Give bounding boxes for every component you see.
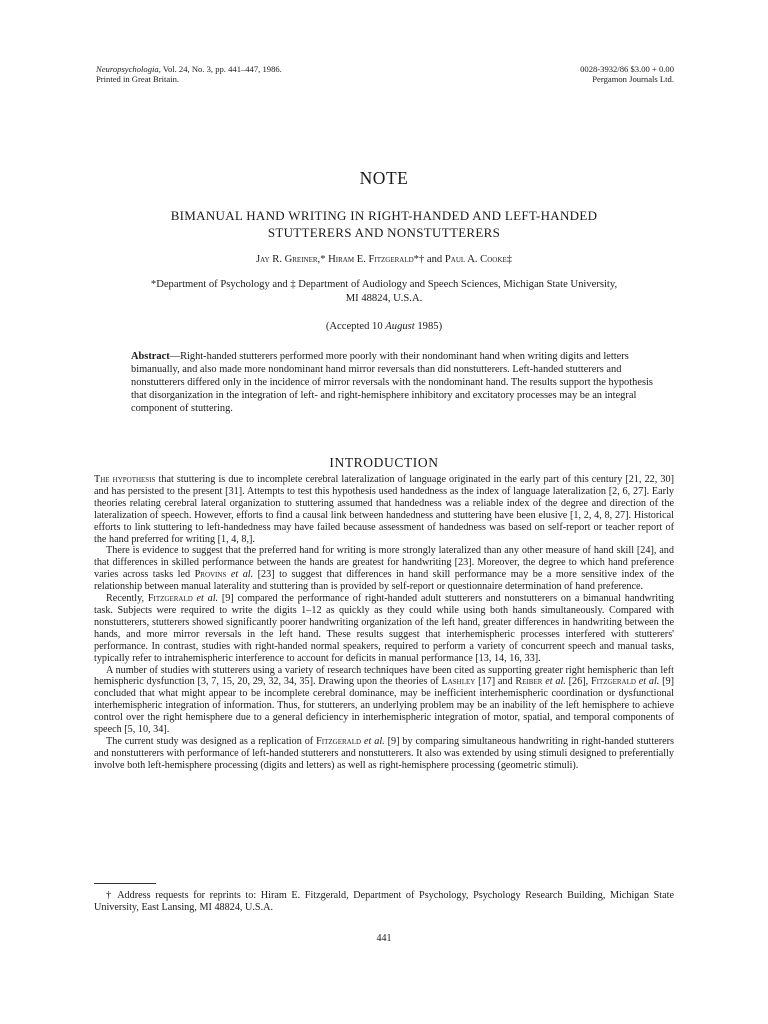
publisher-header	[580, 64, 674, 84]
accepted-date	[0, 321, 768, 332]
accepted-open: (Accepted 10	[325, 321, 386, 332]
paragraph-4-text-a: A number of studies with stutterers using a variety of research techniques have been cited as supporting greater right hemispheric than left hemispheric dysfunction [3, 7, 15, 20, 29, 32, 34, 35]. Drawing upon the theories of	[94, 664, 674, 688]
article-title	[100, 207, 668, 241]
introduction-body	[94, 474, 674, 772]
paragraph-2	[94, 545, 674, 593]
paragraph-1-text: that stuttering is due to incomplete cerebral lateralization of language originated in the early part of this century [21, 22, 30] and has persisted to the present [31]. Attempts to test this hypothesis used handedness as the index of language lateralization [2, 6, 27]. Early theories relating cerebral lateral organization to stuttering assumed that handedness was a reliable index of the degree and direction of the lateralization of speech. However, efforts to find a causal link between handedness and stuttering have been elusive [1, 2, 4, 8, 27]. Historical efforts to link stuttering to left-handedness may have failed because assessment of handedness was based on self-report or teacher report of the hand preferred for writing [1, 4, 8,].	[94, 474, 674, 545]
paragraph-2-text-a: There is evidence to suggest that the preferred hand for writing is more strongly lateralized than any other measure of hand skill [24], and that differences in skilled performance between the hands are greatest for handwriting [23]. Moreover, the degree to which hand preference varies across tasks led	[94, 545, 674, 581]
paragraph-5-text-b: [9] by comparing simultaneous handwriting in right-handed stutterers and nonstutterers with performance of left-handed stutterers and nonstutterers. It also was extended by using stimuli designed to preferentially involve both left-hemisphere processing (digits and letters) as well as right-hemisphere processing (geometric stimuli).	[94, 735, 674, 771]
paragraph-4-text-b: [17] and	[475, 676, 516, 688]
et-al: et al.	[192, 593, 219, 605]
footnote: † Address requests for reprints to: Hiram E. Fitzgerald, Department of Psychology, Psychology Research Building, Michigan State University, East Lansing, MI 48824, U.S.A.	[94, 890, 674, 914]
affiliation-line-2: MI 48824, U.S.A.	[345, 292, 423, 304]
paragraph-4-text-d: [9] concluded that what might appear to be incomplete cerebral dominance, may be inefficient interhemispheric coordination or dysfunctional interhemispheric integration of information. Thus, for stutterers, an underlying problem may be an inability of the left hemisphere to achieve control over the right hemisphere due to a general deficiency in interhemispheric integration of motor, spatial, and temporal components of speech [5, 10, 34].	[94, 676, 675, 736]
journal-citation-header	[96, 64, 282, 84]
printed-in: Printed in Great Britain.	[96, 74, 180, 84]
paragraph-3	[94, 593, 674, 664]
et-al: et al.	[361, 735, 385, 747]
abstract-label: Abstract	[131, 351, 170, 362]
title-line-1: BIMANUAL HAND WRITING IN RIGHT-HANDED AND LEFT-HANDED	[170, 208, 598, 223]
author-1: Jay R. Greiner,*	[256, 254, 326, 265]
paragraph-3-text-b: [9] compared the performance of right-handed adult stutterers and nonstutterers on a bimanual handwriting task. Subjects were required to write the digits 1–12 as quickly as they could while using both hands simultaneously. Compared with nonstutterers, stutterers showed significantly poorer handwriting organization of the left hand, greater differences in handwriting between the hands, and more mirror reversals in the left hand. These results suggest that interhemispheric processes interfered with stutterers' performance. In contrast, studies with right-handed normal speakers, required to perform a variety of concurrent speech and manual tasks, typically refer to intrahemispheric interference to account for deficits in manual performance [13, 14, 16, 33].	[94, 593, 674, 664]
citation-line	[96, 64, 282, 74]
accepted-month: August	[385, 321, 415, 332]
author-2: Hiram E. Fitzgerald*†	[328, 254, 425, 265]
paragraph-4-text-c: [26],	[565, 676, 591, 688]
citation-details: , Vol. 24, No. 3, pp. 441–447, 1986.	[158, 64, 282, 74]
paragraph-3-text-a: Recently,	[106, 593, 148, 605]
paragraph-4	[94, 665, 674, 736]
issn-code: 0028-3932/86 $3.00 + 0.00	[580, 64, 674, 74]
abstract	[131, 351, 654, 416]
title-line-2: STUTTERERS AND NONSTUTTERERS	[267, 225, 501, 240]
author-3: Paul A. Cooke‡	[444, 254, 512, 265]
et-al: et al.	[635, 676, 660, 688]
note-label: NOTE	[359, 168, 409, 188]
affiliation-line-1: *Department of Psychology and ‡ Department of Audiology and Speech Sciences, Michigan State University,	[150, 279, 618, 290]
cited-author: Fitzgerald	[147, 593, 193, 605]
cited-author: Lashley	[441, 676, 476, 688]
cited-author: Fitzgerald	[316, 735, 362, 747]
cited-author: Fitzgerald	[590, 676, 636, 688]
et-al: et al.	[542, 676, 566, 688]
cited-author: Provins	[194, 569, 227, 581]
paragraph-5	[94, 736, 674, 772]
publisher-name: Pergamon Journals Ltd.	[592, 74, 674, 84]
page-number: 441	[376, 933, 392, 944]
author-list	[80, 254, 688, 265]
section-heading-introduction: INTRODUCTION	[329, 455, 439, 470]
footnote-divider	[94, 883, 156, 884]
et-al: et al.	[226, 569, 254, 581]
affiliation	[90, 278, 678, 305]
author-conjunction: and	[426, 254, 443, 265]
paragraph-lead: The hypothesis	[94, 474, 156, 485]
accepted-year: 1985)	[414, 321, 443, 332]
abstract-text: —Right-handed stutterers performed more poorly with their nondominant hand when writing digits and letters bimanually, and also made more nondominant hand mirror reversals than did nonstutterers. Left-handed stutterers and nonstutterers differed only in the incidence of mirror reversals with the nondominant hand. The results support the hypothesis that disorganization in the integration of left- and right-hemisphere inhibitory and excitatory processes may be an integral component of stuttering.	[131, 351, 653, 414]
cited-author: Reiber	[515, 676, 543, 688]
paragraph-5-text-a: The current study was designed as a replication of	[106, 735, 317, 747]
paragraph-1	[94, 474, 674, 545]
journal-name: Neuropsychologia	[96, 64, 159, 74]
paragraph-2-text-b: [23] to suggest that differences in hand skill performance may be a more sensitive index of the relationship between manual laterality and stuttering than is provided by self-report or questionnaire determination of hand preference.	[94, 569, 675, 593]
